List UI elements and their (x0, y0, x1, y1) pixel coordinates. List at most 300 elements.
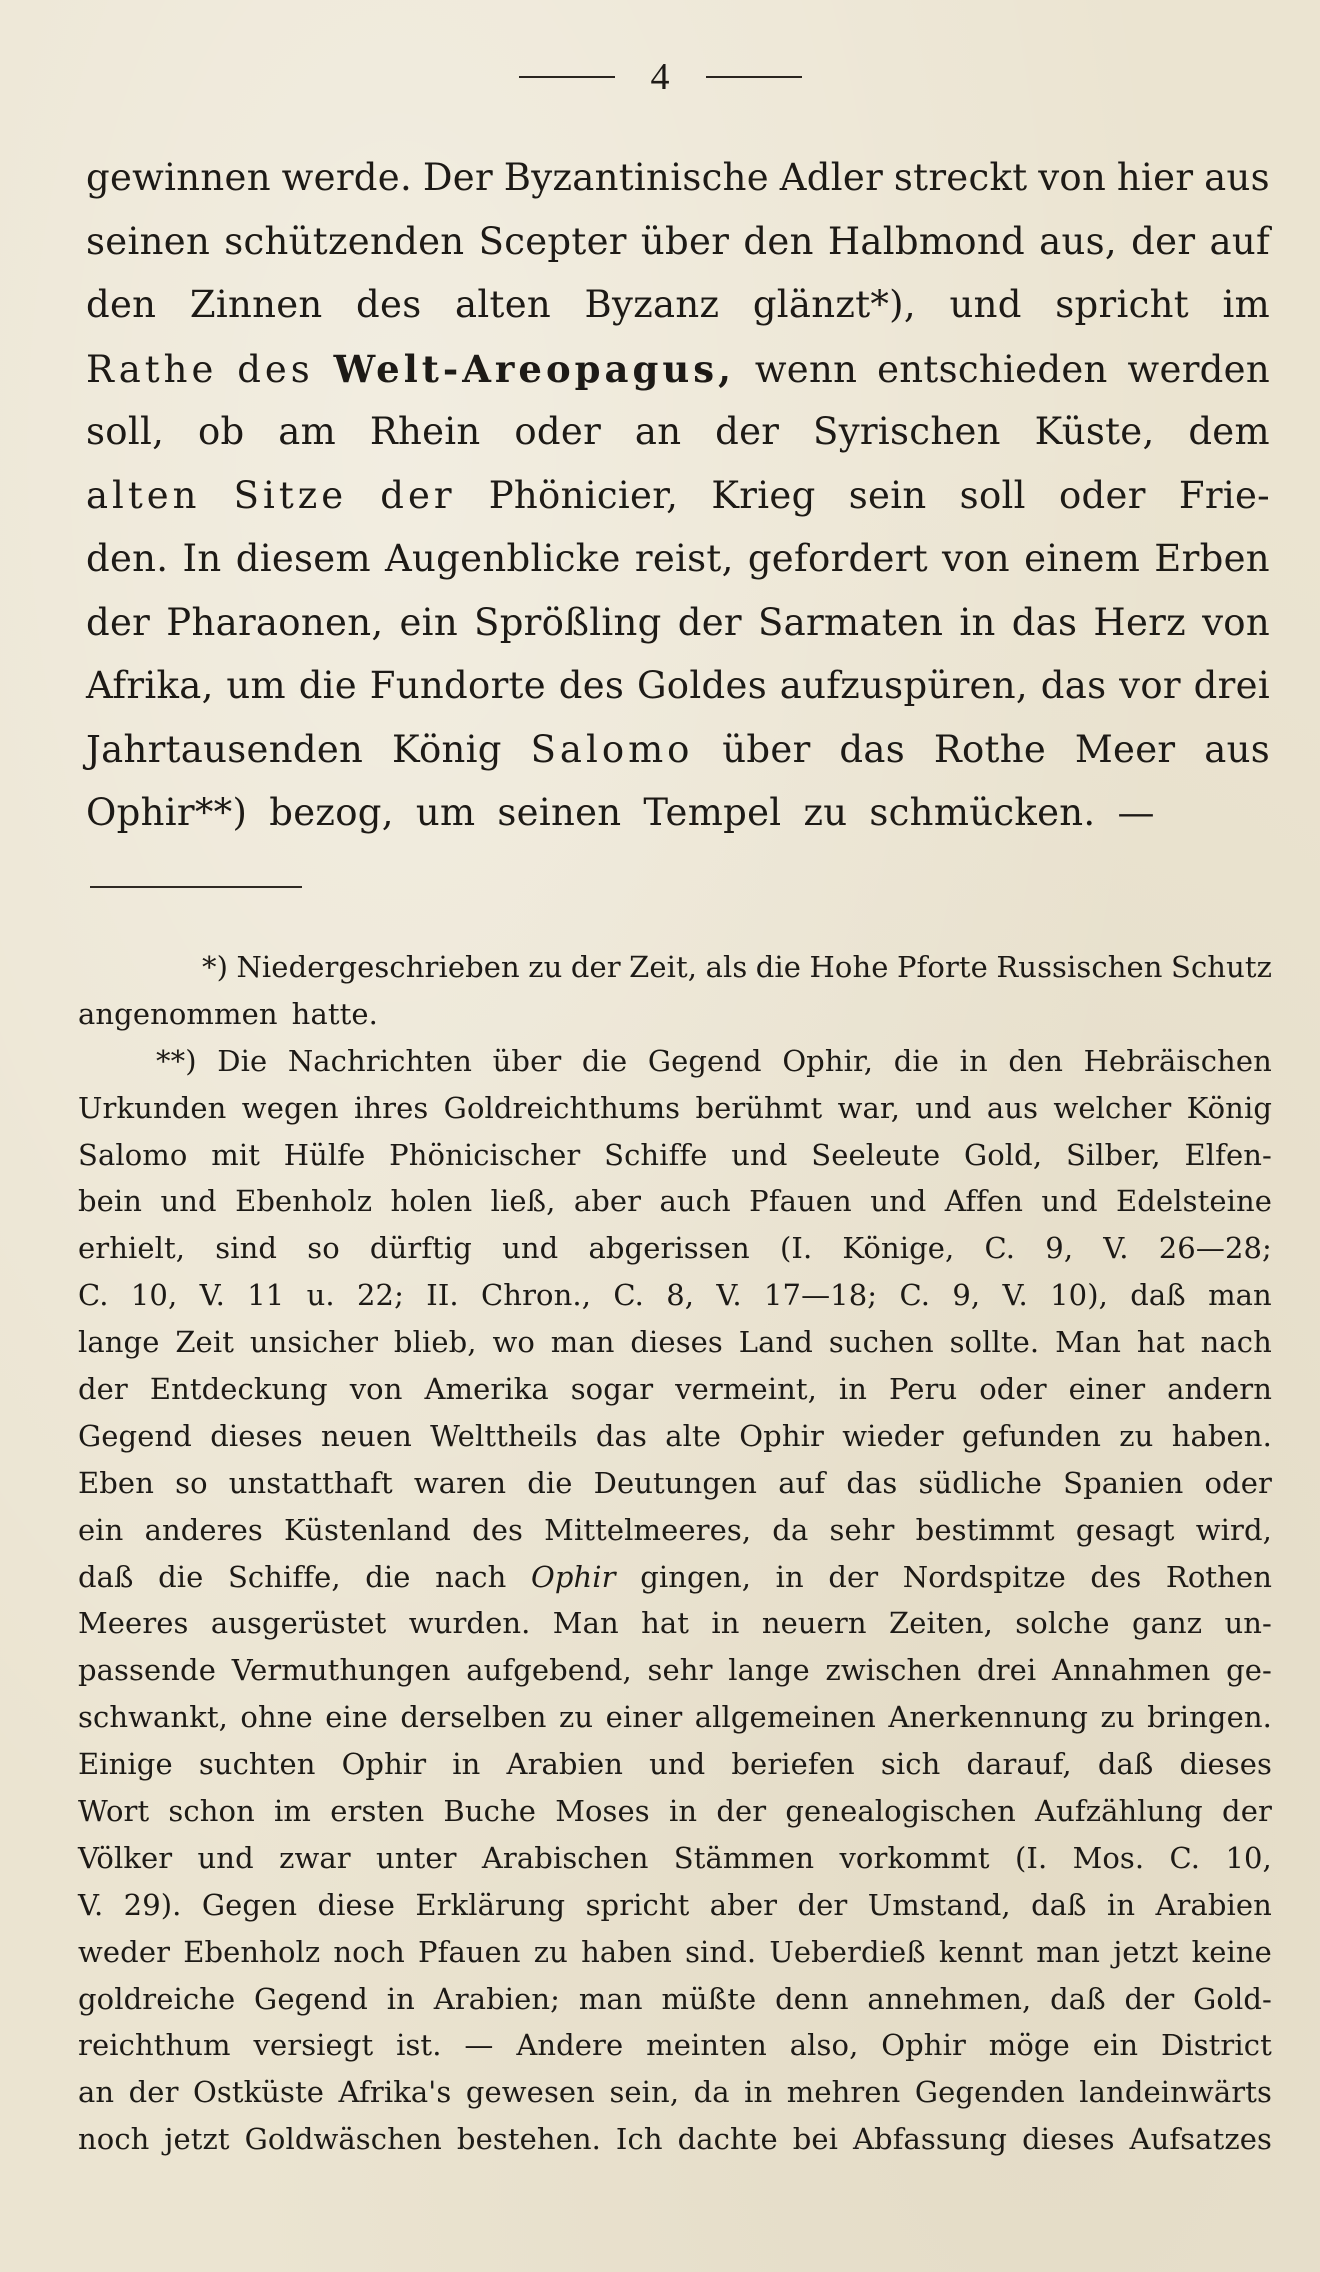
word: jetzt (1113, 1934, 1179, 1969)
word: Gold- (1193, 1981, 1272, 2016)
word: soll (959, 473, 1026, 517)
word: neuen (321, 1418, 412, 1453)
word: die (365, 1559, 411, 1594)
word: und (197, 1840, 254, 1875)
word: noch (333, 1934, 405, 1969)
text-line (86, 410, 1270, 474)
word: hat (1136, 1325, 1185, 1360)
word: Ostküste (193, 2075, 325, 2110)
word: C. (1169, 1840, 1201, 1875)
word: in (959, 1043, 988, 1078)
text-line (86, 791, 1270, 855)
word: um (226, 664, 286, 707)
word: diese (317, 1887, 395, 1922)
word: Nachrichten (287, 1043, 473, 1078)
word: so (175, 1465, 208, 1500)
word: in (668, 1794, 698, 1829)
footnote-line (78, 1184, 1272, 1231)
word: König (1186, 1090, 1272, 1125)
word: des (558, 664, 625, 707)
word: bein (78, 1184, 143, 1219)
page-number: 4 (650, 56, 670, 98)
word: und (949, 283, 1022, 326)
word: Frie- (1178, 473, 1270, 517)
word: in (744, 2075, 773, 2110)
word: Küste, (1034, 410, 1155, 453)
word: versiegt (253, 2028, 374, 2063)
word: in (838, 1372, 868, 1407)
word: Meer (1074, 727, 1176, 771)
word: Gegend (254, 1981, 368, 2016)
word: bezog, (269, 791, 394, 834)
word: der (797, 1887, 848, 1922)
word: Amerika (424, 1372, 549, 1407)
word: daß (78, 1559, 134, 1594)
word: da (772, 1512, 809, 1547)
footnote-line (78, 950, 1272, 997)
word: ist. (396, 2028, 442, 2063)
word: ganz (1131, 1606, 1203, 1641)
word: 10, (130, 1278, 178, 1313)
word: eine (325, 1700, 388, 1735)
footnote-line (78, 1700, 1272, 1747)
word: Einige (78, 1747, 173, 1782)
word: Sarmaten (758, 600, 944, 644)
word: Afrika's (338, 2075, 452, 2110)
word: Salomo (530, 727, 694, 771)
word: Fundorte (369, 664, 546, 707)
word: vor (1119, 664, 1181, 707)
word: aus (986, 1090, 1039, 1125)
word: aus (1204, 156, 1270, 199)
word: den. (86, 537, 169, 580)
word: auf (778, 1465, 826, 1500)
word: anderes (144, 1512, 263, 1547)
word: In (182, 537, 222, 580)
word: Syrischen (813, 410, 1001, 453)
word: Peru (888, 1372, 958, 1407)
text-line (86, 601, 1270, 665)
word: man (550, 1325, 615, 1360)
word: daß (1097, 1747, 1154, 1782)
word: — (464, 2028, 494, 2063)
word: goldreiche (78, 1981, 236, 2016)
word: 10, (1225, 1840, 1272, 1875)
word: werde. (281, 156, 413, 199)
word: Nordspitze (902, 1559, 1066, 1594)
word: 9, (952, 1278, 981, 1313)
footnote-line (78, 1982, 1272, 2029)
word: passende (78, 1653, 216, 1688)
word: darauf, (966, 1747, 1072, 1782)
word: Russischen (996, 950, 1163, 984)
word: Völker (78, 1840, 173, 1875)
word: Phönicischer (389, 1137, 581, 1172)
word: dieses (210, 1418, 303, 1453)
word: Zeit (175, 1325, 234, 1360)
word: Ophir (881, 2028, 966, 2063)
footnote-line (78, 1325, 1272, 1372)
word: bestimmt (915, 1512, 1055, 1547)
word: Ich (615, 2122, 663, 2157)
word: Rothe (933, 727, 1047, 771)
word: aus, (1039, 219, 1117, 263)
word: Mittelmeeres, (544, 1512, 752, 1547)
word: daß (1130, 1278, 1186, 1313)
word: des (1090, 1559, 1142, 1594)
header-rule-left (519, 76, 615, 78)
word: sein (848, 473, 927, 517)
word: Deutungen (593, 1465, 758, 1500)
word: aufgebend, (466, 1653, 632, 1688)
word: Salomo (78, 1137, 188, 1172)
word: die (298, 664, 358, 707)
footnote-line (78, 2075, 1272, 2122)
word: die (527, 1465, 573, 1500)
word: hat (641, 1606, 689, 1641)
word: Scepter (478, 219, 627, 263)
word: Arabischen (481, 1840, 649, 1875)
word: 29). (123, 1887, 182, 1922)
word: gingen, (640, 1559, 752, 1594)
word: Pharaonen, (166, 600, 384, 644)
footnote-line (78, 1138, 1272, 1185)
word: dachte (677, 2122, 778, 2157)
word: Küstenland (284, 1512, 451, 1547)
word: Pforte (896, 950, 988, 984)
word: aus (1204, 727, 1270, 771)
word: zu (533, 1934, 568, 1969)
word: in (711, 1606, 740, 1641)
footnote-line (78, 1419, 1272, 1466)
word: den (1008, 1043, 1064, 1078)
word: wo (492, 1325, 535, 1360)
footnote-line (78, 997, 1272, 1044)
word: gewinnen (86, 156, 271, 199)
word: angenommen (78, 996, 278, 1031)
word: Wort (78, 1794, 150, 1829)
footnote-line (78, 1606, 1272, 1653)
word: unsicher (249, 1325, 379, 1360)
word: der (570, 950, 621, 984)
word: Byzantinische (503, 156, 769, 199)
footnote-line (78, 1841, 1272, 1888)
word: mit (211, 1137, 260, 1172)
word: zu (1100, 1700, 1135, 1735)
word: allgemeinen (694, 1700, 876, 1735)
word: sind (215, 1231, 278, 1266)
word: Goldwäschen (244, 2122, 442, 2157)
word: Land (738, 1325, 813, 1360)
word: so (307, 1231, 340, 1266)
word: spricht (1055, 283, 1189, 326)
word: noch (78, 2122, 150, 2157)
word: Erben (1154, 537, 1270, 580)
word: *) (202, 950, 229, 984)
text-line (86, 474, 1270, 538)
word: (I. (779, 1231, 813, 1266)
word: gewesen (465, 2075, 595, 2110)
word: Zeit, (629, 950, 698, 984)
footnote-line (78, 1560, 1272, 1607)
word: — (1117, 791, 1155, 834)
word: suchen (828, 1325, 934, 1360)
word: weder (78, 1934, 171, 1969)
word: das (839, 727, 906, 771)
word: neuern (761, 1606, 867, 1641)
word: drei (977, 1653, 1037, 1688)
word: an (634, 410, 682, 453)
word: Sitze (233, 473, 348, 517)
text-line (86, 347, 1270, 411)
word: Ebenholz (183, 1934, 321, 1969)
word: Pfauen (418, 1934, 521, 1969)
word: in (775, 1559, 804, 1594)
word: u. (306, 1278, 335, 1313)
word: zwischen (825, 1653, 962, 1688)
word: ob (197, 410, 245, 453)
word: soll, (86, 410, 165, 453)
word: daß (1050, 1981, 1106, 2016)
footnote-line (78, 1091, 1272, 1138)
word: das (1011, 600, 1078, 644)
word: Ophir (739, 1418, 824, 1453)
word: daß (1031, 1887, 1087, 1922)
word: möge (988, 2028, 1070, 2063)
footnote-line (78, 2122, 1272, 2169)
word: Ophir (530, 1559, 616, 1594)
word: müßte (661, 1981, 757, 2016)
word: werden (1127, 347, 1270, 391)
word: unstatthaft (228, 1465, 393, 1500)
word: schmücken. (869, 791, 1096, 834)
footnote-line (78, 1653, 1272, 1700)
word: Umstand, (867, 1887, 1011, 1922)
word: das (846, 1465, 898, 1500)
word: 10), (1050, 1278, 1108, 1313)
word: bringen. (1147, 1700, 1272, 1735)
word: man (1036, 1934, 1101, 1969)
word: den (743, 219, 814, 263)
word: Man (1055, 1325, 1122, 1360)
word: Schiffe (604, 1137, 708, 1172)
word: wurden. (408, 1606, 531, 1641)
word: reist, (634, 537, 734, 580)
word: alte (665, 1418, 721, 1453)
word: sehr (829, 1512, 895, 1547)
word: Rhein (369, 410, 481, 453)
word: sehr (647, 1653, 713, 1688)
word: ein (399, 600, 458, 644)
word: der (715, 410, 780, 453)
word: Halbmond (827, 219, 1025, 263)
word: über (492, 1043, 562, 1078)
word: aber (709, 1887, 778, 1922)
word: annehmen, (867, 1981, 1032, 2016)
word: südliche (918, 1465, 1043, 1500)
word: die (755, 950, 802, 984)
header-rule-right (706, 76, 802, 78)
word: entschieden (877, 347, 1108, 391)
word: des (472, 1512, 524, 1547)
word: V. (716, 1278, 742, 1313)
word: haben (581, 1934, 672, 1969)
word: Herz (1093, 600, 1186, 644)
word: 17—18; (763, 1278, 878, 1313)
word: seinen (497, 791, 622, 834)
word: 8, (666, 1278, 695, 1313)
word: waren (413, 1465, 507, 1500)
word: von (942, 537, 1010, 580)
word: in (452, 1747, 481, 1782)
word: erhielt, (78, 1231, 186, 1266)
word: an (78, 2075, 115, 2110)
word: Abfassung (852, 2122, 1008, 2157)
word: Gegen (201, 1887, 298, 1922)
word: 26—28; (1158, 1231, 1272, 1266)
word: auch (659, 1184, 731, 1219)
word: über (722, 727, 811, 771)
word: V. (1103, 1231, 1129, 1266)
word: gefordert (747, 537, 928, 580)
word: C. (899, 1278, 931, 1313)
word: Ophir (341, 1747, 427, 1782)
word: beriefen (731, 1747, 855, 1782)
word: Pfauen (749, 1184, 852, 1219)
word: Arabien (1155, 1887, 1272, 1922)
word: ersten (330, 1794, 425, 1829)
word: un- (1224, 1606, 1272, 1641)
word: seinen (86, 219, 211, 263)
word: und (915, 1090, 972, 1125)
word: zwar (279, 1840, 351, 1875)
word: Buche (443, 1794, 536, 1829)
word: im (1222, 283, 1270, 326)
word: oder (979, 1372, 1047, 1407)
word: dürftig (369, 1231, 472, 1266)
word: 9, (1045, 1231, 1074, 1266)
word: dieses (1022, 2122, 1115, 2157)
word: C. (984, 1231, 1016, 1266)
word: von (349, 1372, 403, 1407)
footnote-line (78, 1466, 1272, 1513)
word: keine (1191, 1934, 1272, 1969)
word: Welttheils (430, 1418, 578, 1453)
word: Erklärung (415, 1887, 566, 1922)
word: Chron., (481, 1278, 592, 1313)
word: **) (156, 1043, 197, 1078)
word: Ophir**) (86, 791, 248, 834)
word: lange (78, 1325, 160, 1360)
main-text (86, 156, 1270, 855)
word: solche (1015, 1606, 1110, 1641)
word: der (828, 1559, 879, 1594)
word: ge- (1226, 1653, 1272, 1688)
text-line (86, 728, 1270, 792)
word: V. (1002, 1278, 1028, 1313)
word: sollte. (949, 1325, 1040, 1360)
footnote-separator (90, 886, 302, 888)
word: Jahrtausenden (86, 727, 364, 771)
word: der (128, 2075, 179, 2110)
word: der (78, 1372, 128, 1407)
word: C. (613, 1278, 644, 1313)
word: sich (880, 1747, 941, 1782)
word: Urkunden (78, 1090, 227, 1125)
word: des (356, 283, 422, 326)
word: aufzuspüren, (779, 664, 1028, 707)
word: einer (1068, 1372, 1146, 1407)
page-header (0, 52, 1320, 102)
word: dem (1188, 410, 1270, 453)
word: der (1131, 219, 1196, 263)
word: gefunden (961, 1418, 1101, 1453)
word: Ueberdieß (769, 1934, 926, 1969)
text-line (86, 220, 1270, 284)
word: Ebenholz (235, 1184, 373, 1219)
word: derselben (400, 1700, 547, 1735)
word: war, (837, 1090, 901, 1125)
word: Goldreichthums (443, 1090, 681, 1125)
word: von (1202, 600, 1270, 644)
text-line (86, 156, 1270, 220)
word: vorkommt (839, 1840, 990, 1875)
word: glänzt*), (752, 283, 916, 326)
word: Augenblicke (385, 537, 621, 580)
word: (I. (1014, 1840, 1048, 1875)
word: reichthum (78, 2028, 231, 2063)
word: Krieg (711, 473, 816, 517)
word: das (1040, 664, 1107, 707)
word: mehren (786, 2075, 901, 2110)
word: hier (1116, 156, 1194, 199)
footnote-line (78, 2028, 1272, 2075)
word: spricht (585, 1887, 690, 1922)
footnote-line (78, 1888, 1272, 1935)
word: ihres (353, 1090, 429, 1125)
word: der (677, 600, 742, 644)
word: nach (435, 1559, 507, 1594)
word: Vermuthungen (231, 1653, 451, 1688)
word: vermeint, (675, 1372, 817, 1407)
word: oder (1058, 473, 1146, 517)
word: Die (217, 1043, 268, 1078)
word: jetzt (164, 2122, 230, 2157)
word: suchten (198, 1747, 316, 1782)
word: Niedergeschrieben (236, 950, 520, 984)
word: man (1208, 1278, 1272, 1313)
word: Annahmen (1051, 1653, 1211, 1688)
word: Silber, (1065, 1137, 1161, 1172)
word: das (595, 1418, 647, 1453)
word: Entdeckung (149, 1372, 328, 1407)
word: also, (789, 2028, 859, 2063)
word: zu (528, 950, 563, 984)
word: die (893, 1043, 940, 1078)
word: Gegend (647, 1043, 762, 1078)
word: unter (376, 1840, 457, 1875)
word: Welt-Areopagus, (333, 346, 735, 391)
word: Aufzählung (1035, 1794, 1203, 1829)
word: alten (455, 283, 552, 326)
word: Eben (78, 1465, 154, 1500)
word: König (392, 727, 502, 771)
word: wird, (1195, 1512, 1272, 1547)
word: Aufsatzes (1129, 2122, 1272, 2157)
word: Gold, (963, 1137, 1043, 1172)
word: Phönicier, (488, 473, 679, 517)
word: haben. (1171, 1418, 1272, 1453)
